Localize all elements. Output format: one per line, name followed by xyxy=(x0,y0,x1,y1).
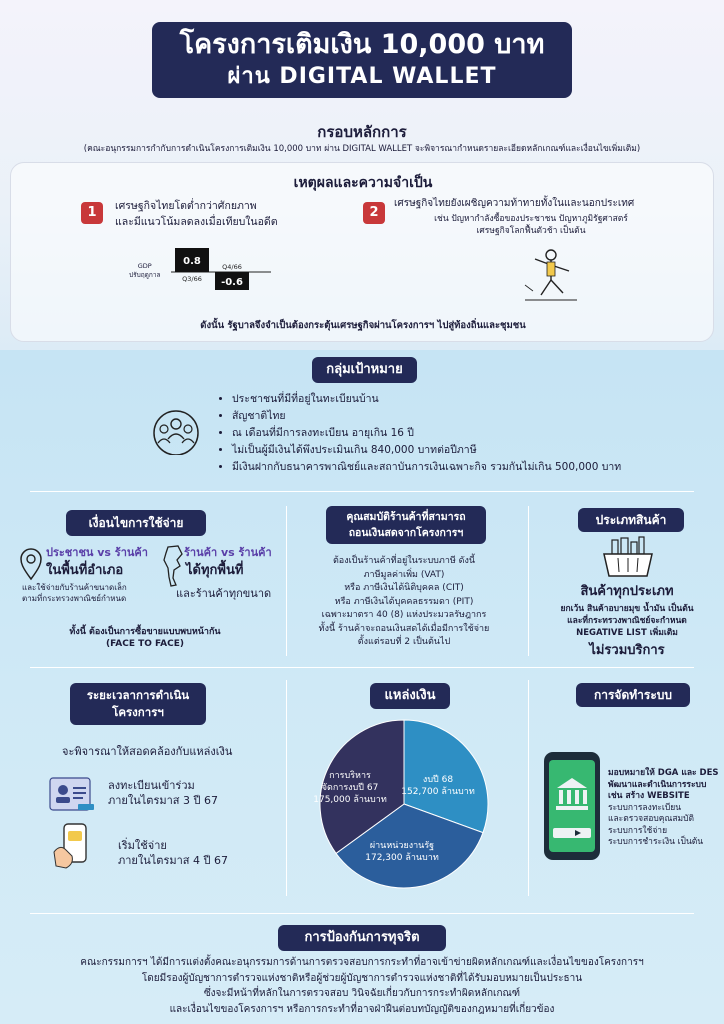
main-title-banner xyxy=(152,22,572,98)
location-pin-icon xyxy=(18,548,44,582)
store-title: คุณสมบัติร้านค้าที่สามารถ ถอนเงินสดจากโครงการฯ xyxy=(326,506,486,544)
funding-slice-label: 175,000 ล้านบาท xyxy=(313,795,387,805)
divider xyxy=(30,491,694,492)
divider xyxy=(30,913,694,914)
spending-title: เงื่อนไขการใช้จ่าย xyxy=(66,510,206,536)
mobile-payment-icon xyxy=(50,822,96,870)
products-excluded: ไม่รวมบริการ xyxy=(589,643,665,658)
products-big: สินค้าทุกประเภท xyxy=(580,584,674,599)
gdp-category-label: Q3/66 xyxy=(182,275,202,283)
spending-a-big: ในพื้นที่อำเภอ xyxy=(46,563,124,578)
gdp-axis-label: GDP ปรับฤดูกาล xyxy=(129,262,161,279)
store-text: ต้องเป็นร้านค้าที่อยู่ในระบบภาษี ดังนี้ ภาษีมูลค่าเพิ่ม (VAT) หรือ ภาษีเงินได้นิติบุคคล (CIT) หรือ ภาษีเงินได้บุคคลธรรมดา (PIT) เฉพาะมาตรา 40 (8) แห่งประมวลรัษฎากร ทั้งนี้ ร้านค้าจะถอนเงินสดได้เมื่อมีการใช้จ่าย ตั้งแต่รอบที่ 2 เป็นต้นไป xyxy=(318,556,490,647)
funding-slice-label: งบปี 68 xyxy=(422,775,454,785)
list-item: • ไม่เป็นผู้มีเงินได้พึงประเมินเกิน 840,000 บาทต่อปีภาษี xyxy=(232,442,621,459)
reason-2-line1: เศรษฐกิจไทยยังเผชิญความท้าทายทั้งในและนอกประเทศ xyxy=(394,198,635,209)
period-title: ระยะเวลาการดำเนิน โครงการฯ xyxy=(70,683,206,725)
shopping-basket-icon xyxy=(602,536,654,578)
spending-b-small: และร้านค้าทุกขนาด xyxy=(176,587,272,600)
reason-2-detail: เช่น ปัญหากำลังซื้อของประชาชน ปัญหาภูมิรัฐศาสตร์ เศรษฐกิจโลกฟื้นตัวช้า เป็นต้น xyxy=(434,214,628,236)
divider xyxy=(286,506,287,656)
reason-1-badge: 1 xyxy=(81,202,103,224)
reason-2-badge: 2 xyxy=(363,202,385,224)
period-step-1: ลงทะเบียนเข้าร่วม ภายในไตรมาส 3 ปี 67 xyxy=(108,779,218,807)
spending-a-small: และใช้จ่ายกับร้านค้าขนาดเล็ก ตามที่กระทรวงพาณิชย์กำหนด xyxy=(22,583,127,603)
spending-b-head: ร้านค้า vs ร้านค้า xyxy=(184,546,272,559)
funding-slice-label: 152,700 ล้านบาท xyxy=(401,787,475,797)
list-item: • ณ เดือนที่มีการลงทะเบียน อายุเกิน 16 ปี xyxy=(232,425,621,442)
reasons-box xyxy=(10,162,714,342)
products-detail: ยกเว้น สินค้าอบายมุข น้ำมัน เป็นต้น และที่กระทรวงพาณิชย์จะกำหนด NEGATIVE LIST เพิ่มเติม xyxy=(560,604,694,638)
gdp-data-label: 0.8 xyxy=(183,256,201,267)
gdp-data-label: -0.6 xyxy=(221,277,243,288)
anticorruption-title: การป้องกันการทุจริต xyxy=(278,925,446,951)
funding-slice-label: 172,300 ล้านบาท xyxy=(365,853,439,863)
system-text: มอบหมายให้ DGA และ DES พัฒนาและดำเนินการระบบ เช่น สร้าง WEBSITE ระบบการลงทะเบียน และตรวจสอบคุณสมบัติ ระบบการใช้จ่าย ระบบการชำระเงิน เป็นต้น xyxy=(608,768,719,847)
target-title: กลุ่มเป้าหมาย xyxy=(312,357,417,383)
list-item: • สัญชาติไทย xyxy=(232,408,621,425)
divider xyxy=(286,680,287,896)
anticorruption-text: คณะกรรมการฯ ได้มีการแต่งตั้งคณะอนุกรรมการด้านการตรวจสอบการกระทำที่อาจเข้าข่ายผิดหลักเกณฑ์และเงื่อนไขของโครงการฯ โดยมีรองผู้บัญชาการตำรวจแห่งชาติหรือผู้ช่วยผู้บัญชาการตำรวจแห่งชาติที่ได้รับมอบหมายเป็นประธาน ซึ่งจะมีหน้าที่หลักในการตรวจสอบ วินิจฉัยเกี่ยวกับการกระทำผิดหลักเกณฑ์ และเงื่อนไขของโครงการฯ หรือการกระทำที่อาจฝ่าฝืนต่อบทบัญญัติของกฎหมายที่เกี่ยวข้อง xyxy=(80,957,644,1015)
reasons-title: เหตุผลและความจำเป็น xyxy=(293,175,433,191)
gdp-bar-chart xyxy=(171,243,271,301)
reasons-conclusion: ดังนั้น รัฐบาลจึงจำเป็นต้องกระตุ้นเศรษฐกิจผ่านโครงการฯ ไปสู่ท้องถิ่นและชุมชน xyxy=(200,320,526,331)
funding-slice-label: จัดการงบปี 67 xyxy=(321,783,379,793)
period-intro: จะพิจารณาให้สอดคล้องกับแหล่งเงิน xyxy=(62,745,233,758)
period-step-2: เริ่มใช้จ่าย ภายในไตรมาส 4 ปี 67 xyxy=(118,839,228,867)
gdp-category-label: Q4/66 xyxy=(222,263,242,271)
system-title: การจัดทำระบบ xyxy=(576,683,690,707)
funding-slice-label: ผ่านหน่วยงานรัฐ xyxy=(369,841,435,851)
framework-title: กรอบหลักการ xyxy=(317,123,407,141)
funding-slice-label: การบริหาร xyxy=(329,771,371,781)
spending-note: ทั้งนี้ ต้องเป็นการซื้อขายแบบพบหน้ากัน (FACE TO FACE) xyxy=(69,627,221,649)
group-people-icon xyxy=(150,407,202,455)
main-title: โครงการเติมเงิน 10,000 บาท xyxy=(179,29,545,60)
smartphone-bank-icon xyxy=(541,750,603,862)
list-item: • มีเงินฝากกับธนาคารพาณิชย์และสถาบันการเงินเฉพาะกิจ รวมกันไม่เกิน 500,000 บาท xyxy=(232,459,621,476)
registration-form-icon xyxy=(48,774,96,814)
framework-subtitle: (คณะอนุกรรมการกำกับการดำเนินโครงการเติมเงิน 10,000 บาท ผ่าน DIGITAL WALLET จะพิจารณากำหนดรายละเอียดหลักเกณฑ์และเงื่อนไขเพิ่มเติม) xyxy=(83,144,641,154)
falling-businessman-icon xyxy=(521,245,581,305)
spending-a-head: ประชาชน vs ร้านค้า xyxy=(46,546,148,559)
funding-title: แหล่งเงิน xyxy=(370,683,450,709)
divider xyxy=(30,667,694,668)
reason-1-text: เศรษฐกิจไทยโตต่ำกว่าศักยภาพ และมีแนวโน้มลดลงเมื่อเทียบในอดีต xyxy=(115,200,278,228)
funding-pie-chart xyxy=(306,718,502,890)
divider xyxy=(528,680,529,896)
target-list xyxy=(218,391,621,476)
main-subtitle: ผ่าน DIGITAL WALLET xyxy=(227,64,497,89)
divider xyxy=(528,506,529,656)
products-title: ประเภทสินค้า xyxy=(578,508,684,532)
spending-b-big: ได้ทุกพื้นที่ xyxy=(186,563,244,578)
list-item: • ประชาชนที่มีที่อยู่ในทะเบียนบ้าน xyxy=(232,391,621,408)
